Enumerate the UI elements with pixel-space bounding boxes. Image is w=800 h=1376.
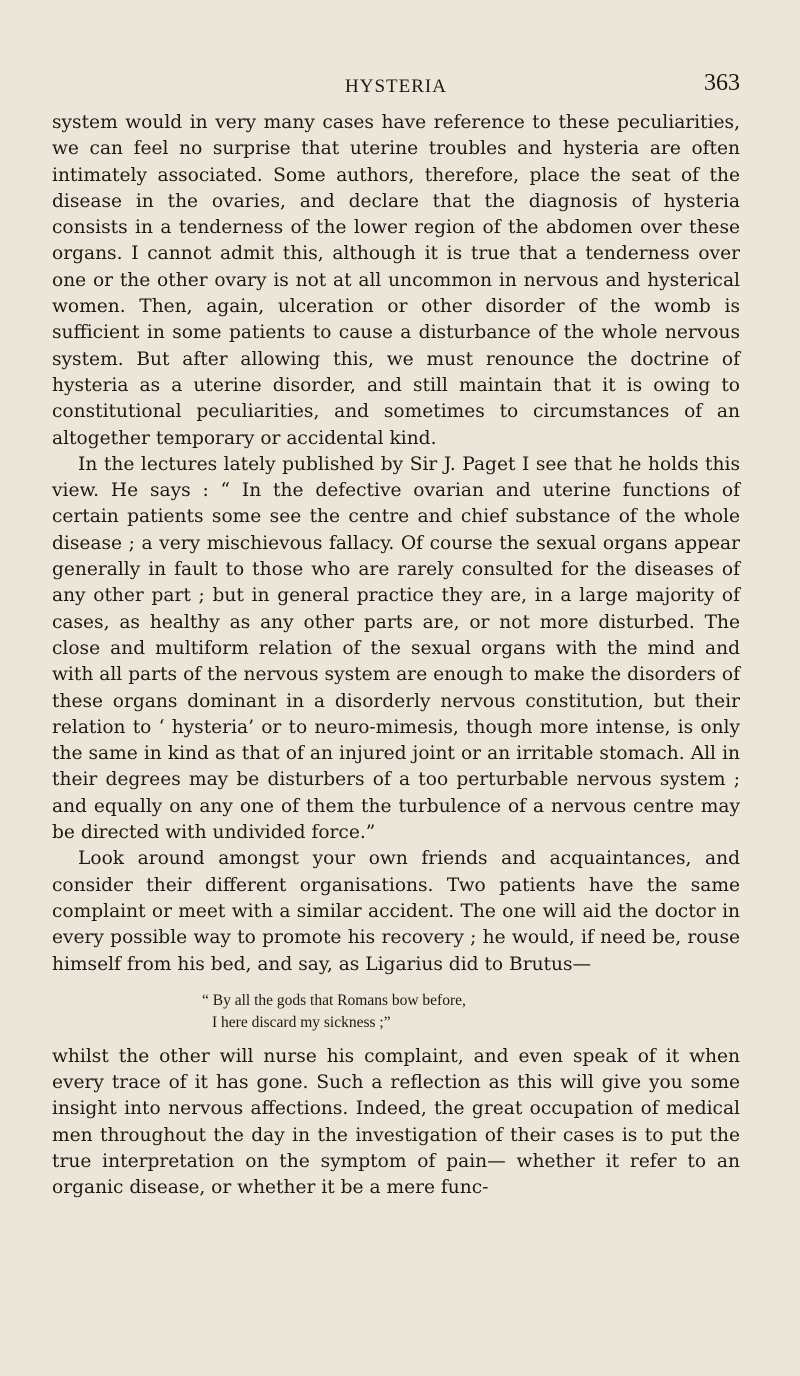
block-quote <box>202 990 740 1034</box>
quote-line-2: I here discard my sickness ;” <box>212 1013 391 1031</box>
paragraph-1: system would in very many cases have reference to these peculiarities, we can feel no surprise that uterine troubles and hysteria are often intimately associated. Some authors, therefore, place the seat of the disease in the ovaries, and declare that the diagnosis of hysteria consists in a tenderness of the lower region of the abdomen over these organs. I cannot admit this, although it is true that a tenderness over one or the other ovary is not at all uncommon in nervous and hysterical women. Then, again, ulceration or other disorder of the womb is sufficient in some patients to cause a disturbance of the whole nervous system. But after allowing this, we must renounce the doctrine of hysteria as a uterine disorder, and still maintain that it is owing to constitutional peculiarities, and sometimes to circumstances of an altogether temporary or accidental kind. <box>52 112 740 449</box>
body-text <box>52 110 740 1202</box>
paragraph-4: whilst the other will nurse his complaint, and even speak of it when every trace of it has gone. Such a reflection as this will give you some insight into nervous affections. Indeed, the great occupation of medical men throughout the day in the investigation of their cases is to put the true interpretation on the symptom of pain— whether it refer to an organic disease, or whether it be a mere func- <box>52 1045 740 1199</box>
paragraph-2: In the lectures lately published by Sir J. Paget I see that he holds this view. He says : “ In the defective ovarian and uterine functions of certain patients some see the centre and chief substance of the whole disease ; a very mischievous fallacy. Of course the sexual organs appear generally in fault to those who are rarely consulted for the diseases of any other part ; but in general practice they are, in a large majority of cases, as healthy as any other parts are, or not more disturbed. The close and multiform relation of the sexual organs with the mind and with all parts of the nervous system are enough to make the disorders of these organs dominant in a disorderly nervous constitution, but their relation to ‘ hysteria’ or to neuro-mimesis, though more intense, is only the same in kind as that of an injured joint or an irritable stomach. All in their degrees may be disturbers of a too perturbable nervous system ; and equally on any one of them the turbulence of a nervous centre may be directed with undivided force.” <box>52 453 740 844</box>
page-number: 363 <box>704 70 740 96</box>
paragraph-3: Look around amongst your own friends and acquaintances, and consider their different organisations. Two patients have the same complaint or meet with a similar accident. The one will aid the doctor in every possible way to promote his recovery ; he would, if need be, rouse himself from his bed, and say, as Ligarius did to Brutus— <box>52 848 740 975</box>
running-title: HYSTERIA <box>345 76 447 97</box>
running-head <box>52 0 740 110</box>
quote-line-1: “ By all the gods that Romans bow before, <box>202 991 466 1009</box>
